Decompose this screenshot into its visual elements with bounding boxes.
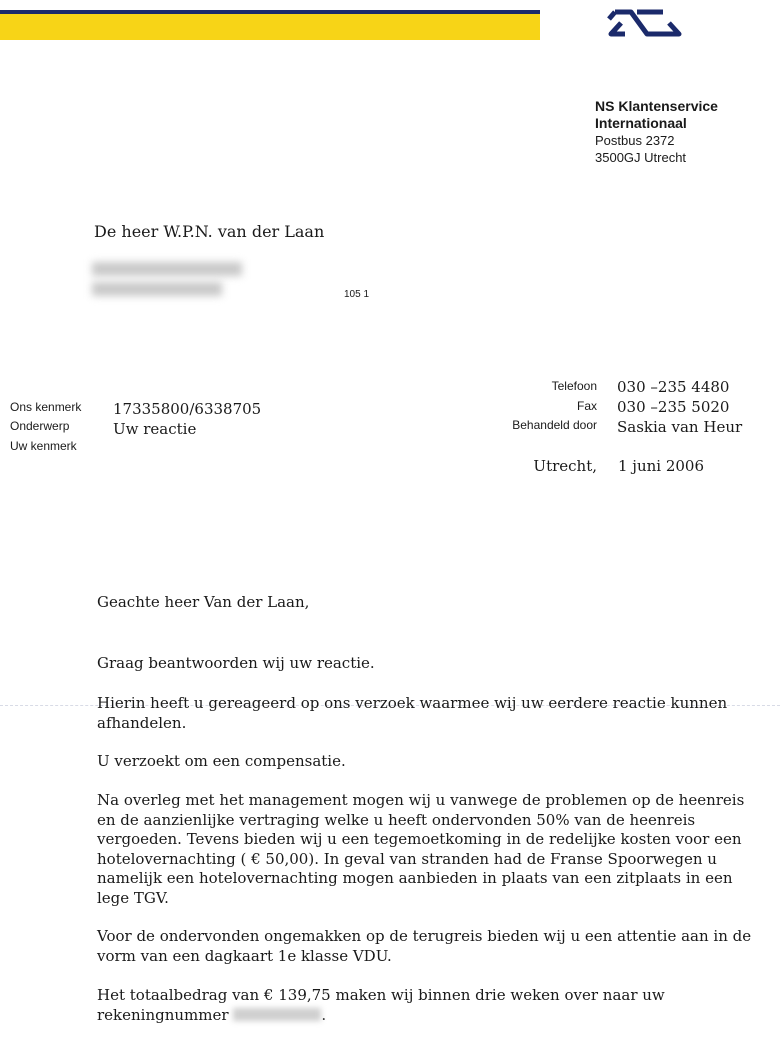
fax-label: Fax [576, 399, 597, 413]
telefoon-value: 030 –235 4480 [617, 378, 730, 396]
behandeld-door-value: Saskia van Heur [617, 418, 743, 436]
paragraph-3: U verzoekt om een compensatie. [97, 752, 346, 770]
paragraph-6 [97, 986, 737, 1025]
redacted-account-number [233, 1008, 321, 1021]
paragraph-1: Graag beantwoorden wij uw reactie. [97, 654, 375, 672]
ons-kenmerk-value: 17335800/6338705 [113, 400, 262, 418]
onderwerp-label: Onderwerp [10, 419, 70, 433]
uw-kenmerk-label: Uw kenmerk [10, 439, 77, 453]
fax-value: 030 –235 5020 [617, 398, 730, 416]
header-yellow-band [0, 14, 540, 40]
paragraph-6-end: . [321, 1005, 327, 1024]
sender-postbus: Postbus 2372 [595, 133, 675, 148]
recipient-name: De heer W.P.N. van der Laan [94, 222, 325, 241]
redacted-address-line [92, 262, 242, 276]
letter-date: 1 juni 2006 [618, 457, 705, 475]
ns-logo-icon [607, 6, 687, 40]
paragraph-4: Na overleg met het management mogen wij u vanwege de problemen op de heenreis en de aanzienlijke vertraging welke u heeft ondervonden 50% van de heenreis vergoeden. Tevens bieden wij u een tegemoetkoming in de redelijke kosten voor een hotelovernachting ( € 50,00). In geval van stranden had de Franse Spoorwegen u namelijk een hotelovernachting mogen aanbieden in plaats van een zitplaats in een lege TGV. [97, 791, 745, 907]
onderwerp-value: Uw reactie [113, 420, 197, 438]
behandeld-door-label: Behandeld door [512, 418, 597, 432]
sender-name-line1: NS Klantenservice [595, 98, 718, 114]
sender-name-line2: Internationaal [595, 115, 687, 131]
redacted-address-line [92, 282, 222, 296]
paragraph-6-text: Het totaalbedrag van € 139,75 maken wij binnen drie weken over naar uw rekeningnummer [97, 986, 665, 1024]
paragraph-5: Voor de ondervonden ongemakken op de terugreis bieden wij u een attentie aan in de vorm van een dagkaart 1e klasse VDU. [97, 927, 752, 965]
sender-postcode-city: 3500GJ Utrecht [595, 150, 687, 165]
telefoon-label: Telefoon [551, 379, 597, 393]
ons-kenmerk-label: Ons kenmerk [10, 400, 82, 414]
sender-block [595, 98, 775, 166]
routing-code: 105 1 [344, 289, 370, 300]
paragraph-2: Hierin heeft u gereageerd op ons verzoek waarmee wij uw eerdere reactie kunnen afhandelen. [97, 694, 728, 732]
letter-city: Utrecht, [533, 457, 597, 475]
salutation: Geachte heer Van der Laan, [97, 593, 310, 611]
